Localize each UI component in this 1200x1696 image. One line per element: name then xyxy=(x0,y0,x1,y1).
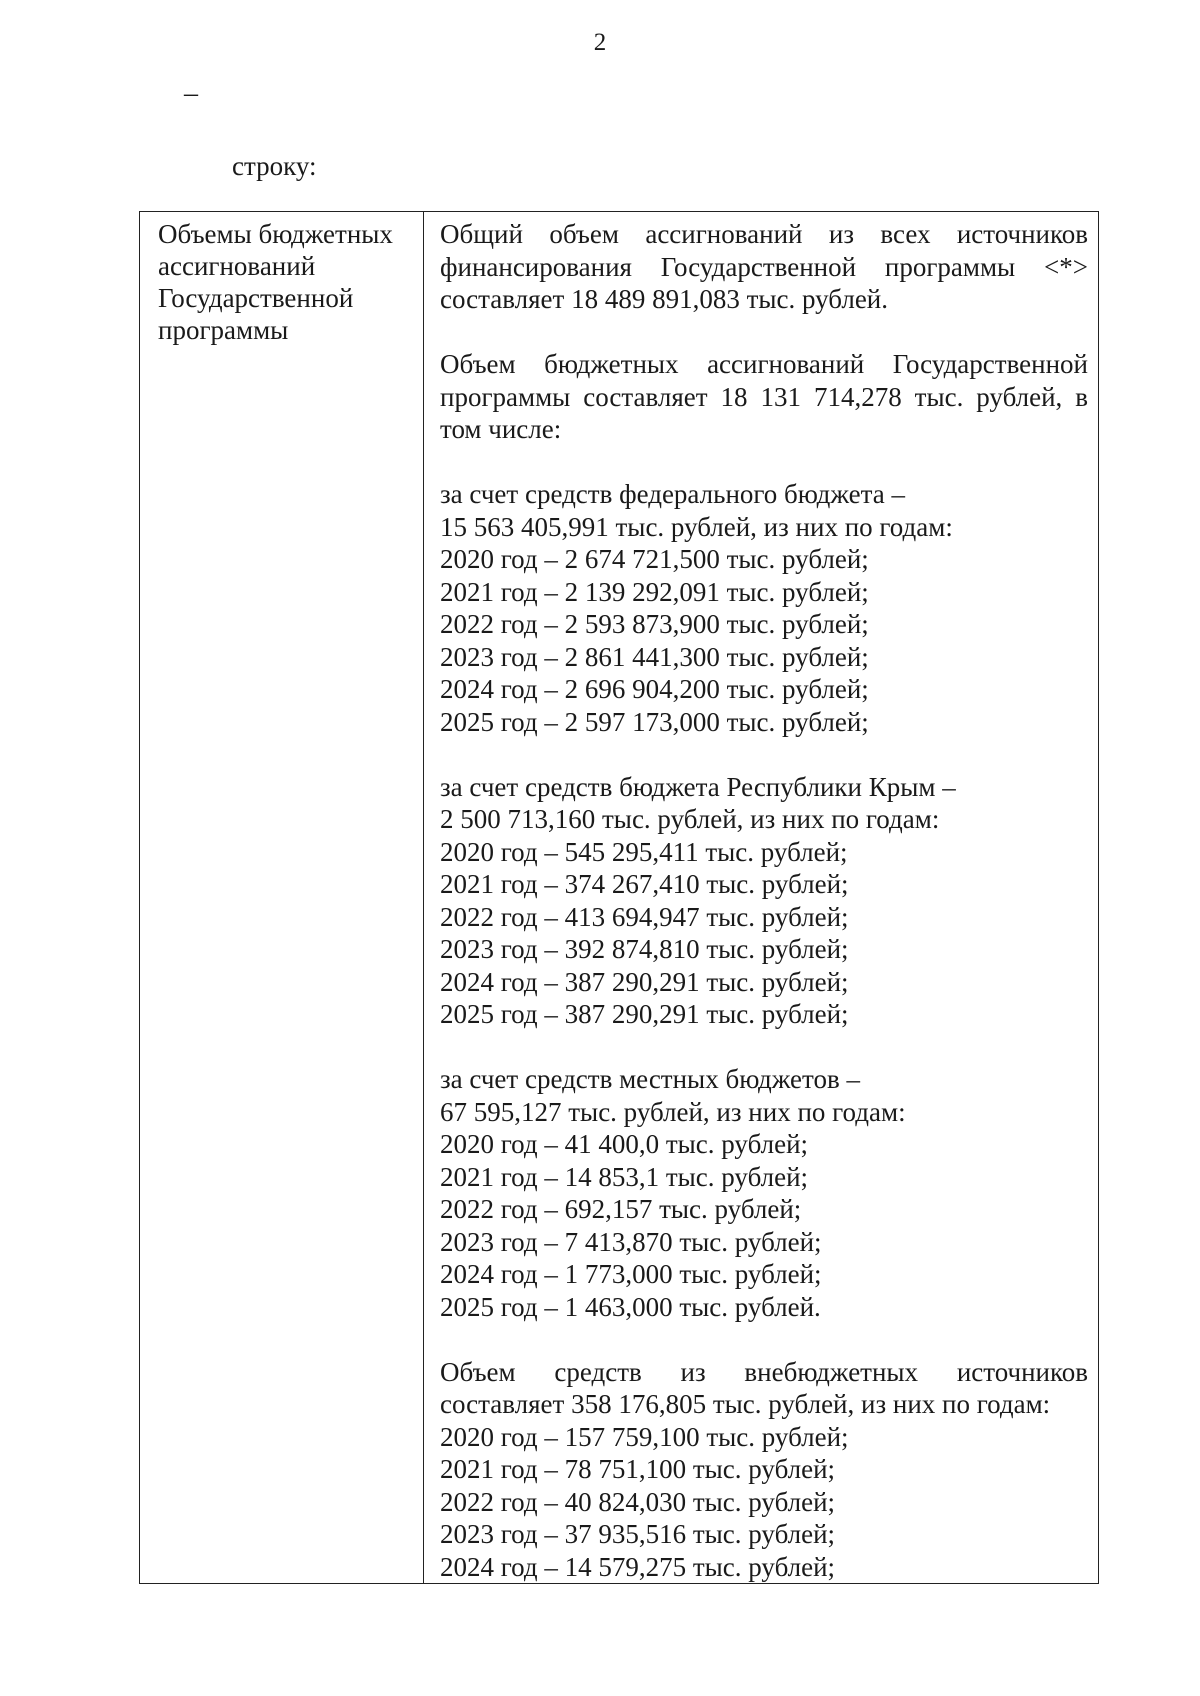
row-label-cell xyxy=(158,218,420,346)
offbudget-line-2: составляет 358 176,805 тыс. рублей, из них по годам: xyxy=(440,1389,1051,1419)
crimea-year-line: 2021 год – 374 267,410 тыс. рублей; xyxy=(440,869,849,899)
offbudget-year-line: 2021 год – 78 751,100 тыс. рублей; xyxy=(440,1454,836,1484)
crimea-year-line: 2022 год – 413 694,947 тыс. рублей; xyxy=(440,901,849,932)
offbudget-year-line: 2023 год – 37 935,516 тыс. рублей; xyxy=(440,1519,836,1549)
total-volume-text: Общий объем ассигнований из всех источников финансирования Государственной программы <*> составляет 18 489 891,083 тыс. рублей. xyxy=(440,219,1088,314)
budget-volume-text: Объем бюджетных ассигнований Государственной программы составляет 18 131 714,278 тыс. рублей, в том числе: xyxy=(440,349,1088,444)
row-label-line: Объемы бюджетных xyxy=(158,219,393,249)
offbudget-line-1: Объем средств из внебюджетных источников xyxy=(440,1356,1088,1387)
local-year-line: 2020 год – 41 400,0 тыс. рублей; xyxy=(440,1129,809,1159)
local-year-line: 2021 год – 14 853,1 тыс. рублей; xyxy=(440,1161,809,1192)
federal-heading: за счет средств федерального бюджета – xyxy=(440,479,905,509)
federal-year-line: 2022 год – 2 593 873,900 тыс. рублей; xyxy=(440,609,869,639)
row-label-line: ассигнований xyxy=(158,251,316,281)
crimea-year-line: 2020 год – 545 295,411 тыс. рублей; xyxy=(440,836,848,867)
intro-text: строку: xyxy=(232,151,317,181)
page-number: 2 xyxy=(593,29,607,56)
federal-year-line: 2021 год – 2 139 292,091 тыс. рублей; xyxy=(440,576,869,607)
local-year-line: 2023 год – 7 413,870 тыс. рублей; xyxy=(440,1226,822,1257)
local-year-line: 2022 год – 692,157 тыс. рублей; xyxy=(440,1194,802,1224)
dash-mark: – xyxy=(184,78,198,109)
federal-summary: 15 563 405,991 тыс. рублей, из них по годам: xyxy=(440,511,953,542)
crimea-summary: 2 500 713,160 тыс. рублей, из них по годам: xyxy=(440,804,940,834)
federal-year-line: 2020 год – 2 674 721,500 тыс. рублей; xyxy=(440,544,869,574)
budget-table xyxy=(139,211,1099,1584)
offbudget-year-line: 2024 год – 14 579,275 тыс. рублей; xyxy=(440,1551,836,1582)
offbudget-year-line: 2022 год – 40 824,030 тыс. рублей; xyxy=(440,1486,836,1517)
crimea-heading: за счет средств бюджета Республики Крым – xyxy=(440,771,956,802)
offbudget-block xyxy=(440,1356,1088,1584)
local-year-line: 2024 год – 1 773,000 тыс. рублей; xyxy=(440,1259,822,1289)
federal-year-line: 2023 год – 2 861 441,300 тыс. рублей; xyxy=(440,641,869,672)
crimea-budget-block xyxy=(440,771,1088,1031)
crimea-year-line: 2025 год – 387 290,291 тыс. рублей; xyxy=(440,999,849,1029)
column-divider xyxy=(423,212,424,1583)
federal-year-line: 2025 год – 2 597 173,000 тыс. рублей; xyxy=(440,706,869,737)
budget-volume-paragraph xyxy=(440,348,1088,446)
federal-budget-block xyxy=(440,478,1088,738)
row-label-line: программы xyxy=(158,315,289,345)
local-summary: 67 595,127 тыс. рублей, из них по годам: xyxy=(440,1096,906,1127)
local-year-line: 2025 год – 1 463,000 тыс. рублей. xyxy=(440,1291,821,1322)
total-volume-paragraph xyxy=(440,218,1088,316)
federal-year-line: 2024 год – 2 696 904,200 тыс. рублей; xyxy=(440,674,869,704)
row-value-cell xyxy=(440,218,1088,1616)
local-budget-block xyxy=(440,1063,1088,1323)
offbudget-year-line: 2020 год – 157 759,100 тыс. рублей; xyxy=(440,1421,849,1452)
local-heading: за счет средств местных бюджетов – xyxy=(440,1064,860,1094)
crimea-year-line: 2023 год – 392 874,810 тыс. рублей; xyxy=(440,934,849,964)
crimea-year-line: 2024 год – 387 290,291 тыс. рублей; xyxy=(440,966,849,997)
row-label-line: Государственной xyxy=(158,283,354,313)
